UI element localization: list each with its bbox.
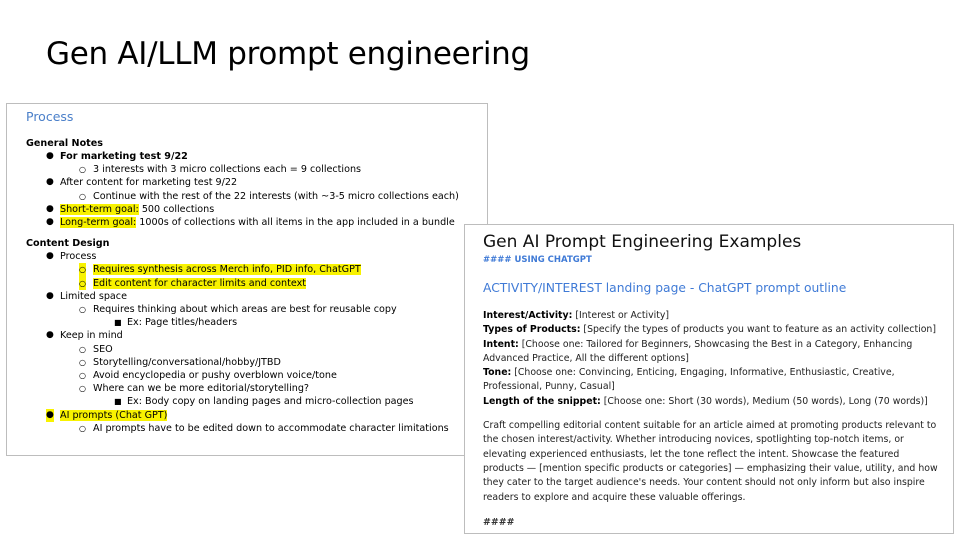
prompt-outline-heading: ACTIVITY/INTEREST landing page - ChatGPT prompt outline bbox=[483, 281, 847, 295]
list-item: ● Keep in mind bbox=[46, 330, 123, 342]
prompt-field-tone: Tone: [Choose one: Convincing, Enticing, Engaging, Informative, Enthusiastic, Creative, Professional, Punny, Casual] bbox=[483, 367, 895, 393]
list-item: ● Limited space bbox=[46, 290, 127, 302]
circle-bullet-icon: ○ bbox=[79, 357, 86, 367]
circle-bullet-icon: ○ bbox=[79, 191, 86, 201]
list-item bbox=[26, 263, 487, 276]
prompt-body: Craft compelling editorial content suitable for an article aimed at promoting products relevant to the chosen interest/activity. Whether introducing novices, spotlighting top-notch items, or elevating experienced enthusiasts, let the tone reflect the intent. Showcase the featured products — [mention specific products or categories] — emphasizing their value, utility, and how they cater to the target audience's needs. Your content should not only inform but also inspire readers to explore and acquire these valuable offerings. bbox=[483, 420, 938, 503]
using-chatgpt-label: #### USING CHATGPT bbox=[483, 255, 592, 265]
end-marker: #### bbox=[483, 516, 515, 528]
prompt-field-intent: Intent: [Choose one: Tailored for Beginners, Showcasing the Best in a Category, Enhancing Advanced Practice, All the different options] bbox=[483, 338, 913, 364]
list-item: ○ Avoid encyclopedia or pushy overblown voice/tone bbox=[79, 370, 337, 382]
bullet-icon: ● bbox=[46, 203, 54, 214]
prompt-field-products: Types of Products: [Specify the types of products you want to feature as an activity collection] bbox=[483, 324, 936, 336]
bullet-icon: ● bbox=[46, 251, 54, 262]
general-notes-heading: General Notes bbox=[26, 138, 103, 149]
circle-bullet-icon: ○ bbox=[79, 371, 86, 381]
list-item bbox=[26, 277, 487, 290]
list-item: ● Long-term goal: 1000s of collections with all items in the app included in a bundle bbox=[46, 217, 455, 229]
examples-title: Gen AI Prompt Engineering Examples bbox=[483, 232, 802, 252]
list-item: ○ Where can we be more editorial/storytelling? bbox=[79, 383, 310, 395]
list-item: ● Process bbox=[46, 251, 97, 263]
list-item: ● After content for marketing test 9/22 bbox=[46, 177, 238, 189]
highlighted-text: Edit content for character limits and context bbox=[93, 277, 307, 289]
prompt-examples-panel bbox=[464, 224, 954, 534]
list-item: ■ Ex: Body copy on landing pages and micro-collection pages bbox=[114, 396, 414, 408]
slide-title: Gen AI/LLM prompt engineering bbox=[46, 36, 530, 72]
list-item: ○ SEO bbox=[79, 343, 113, 355]
bullet-icon: ● bbox=[46, 177, 54, 188]
list-item: ■ Ex: Page titles/headers bbox=[114, 317, 238, 329]
list-item: ○ Requires thinking about which areas are best for reusable copy bbox=[79, 304, 397, 316]
list-item: ○ Continue with the rest of the 22 interests (with ~3-5 micro collections each) bbox=[79, 190, 459, 202]
bullet-icon: ● bbox=[46, 217, 54, 228]
bullet-icon: ● bbox=[46, 290, 54, 301]
circle-bullet-icon: ○ bbox=[79, 263, 86, 276]
process-notes-panel bbox=[6, 103, 488, 456]
list-item: ○ AI prompts have to be edited down to accommodate character limitations bbox=[79, 422, 449, 434]
bullet-icon: ● bbox=[46, 409, 54, 422]
highlighted-text: AI prompts (Chat GPT) bbox=[60, 409, 168, 421]
list-item: ● Short-term goal: 500 collections bbox=[46, 203, 215, 215]
circle-bullet-icon: ○ bbox=[79, 384, 86, 394]
bullet-icon: ● bbox=[46, 330, 54, 341]
highlighted-label: Long-term goal: bbox=[60, 217, 137, 229]
highlighted-label: Short-term goal: bbox=[60, 203, 139, 215]
square-bullet-icon: ■ bbox=[114, 397, 122, 407]
circle-bullet-icon: ○ bbox=[79, 305, 86, 315]
prompt-field-interest: Interest/Activity: [Interest or Activity] bbox=[483, 310, 670, 321]
content-design-heading: Content Design bbox=[26, 238, 110, 250]
general-notes-list bbox=[26, 150, 487, 229]
circle-bullet-icon: ○ bbox=[79, 344, 86, 354]
doc-heading: Process bbox=[26, 109, 74, 124]
content-design-list bbox=[26, 250, 487, 435]
list-item: ● For marketing test 9/22 bbox=[46, 151, 188, 162]
highlighted-text: Requires synthesis across Merch info, PID info, ChatGPT bbox=[93, 264, 361, 276]
list-item: ○ Storytelling/conversational/hobby/JTBD bbox=[79, 356, 281, 368]
list-item: ○ 3 interests with 3 micro collections each = 9 collections bbox=[79, 164, 362, 176]
square-bullet-icon: ■ bbox=[114, 318, 122, 328]
bullet-icon: ● bbox=[46, 151, 54, 161]
circle-bullet-icon: ○ bbox=[79, 277, 86, 290]
prompt-field-length: Length of the snippet: [Choose one: Short (30 words), Medium (50 words), Long (70 words)] bbox=[483, 395, 928, 407]
list-item bbox=[26, 409, 487, 422]
circle-bullet-icon: ○ bbox=[79, 165, 86, 175]
circle-bullet-icon: ○ bbox=[79, 423, 86, 433]
